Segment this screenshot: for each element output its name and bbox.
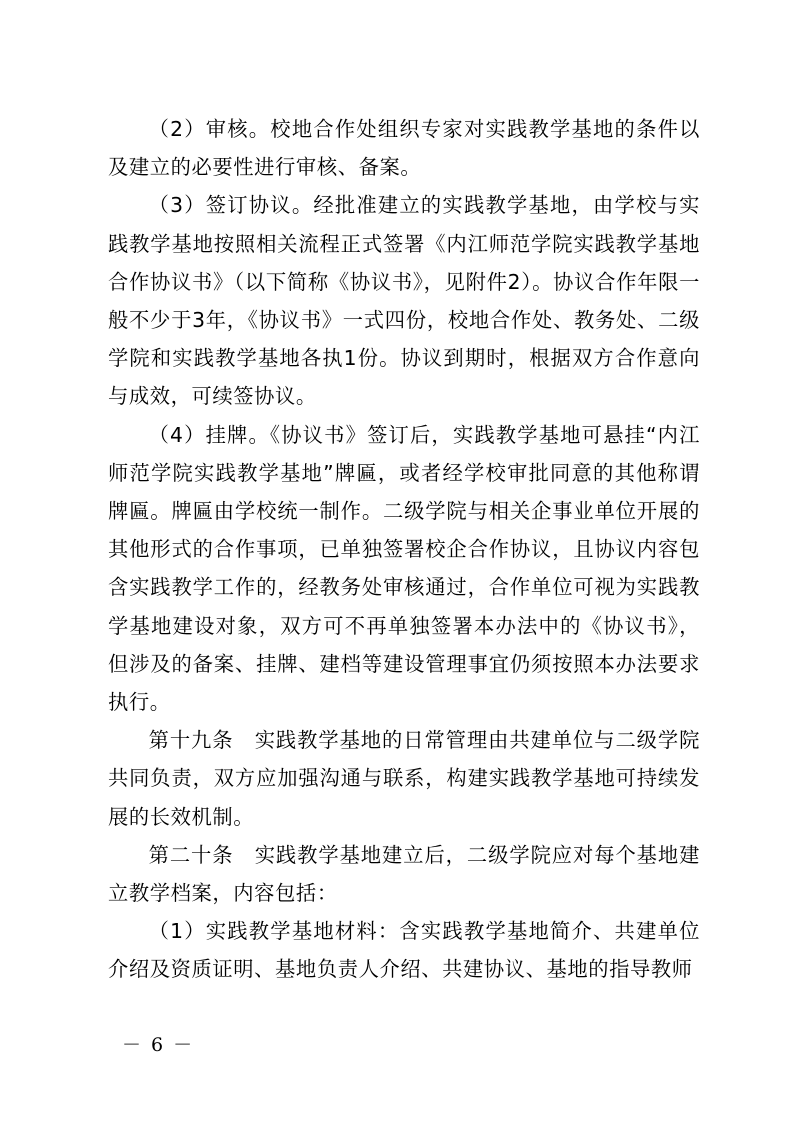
paragraph-sign-agreement: （3）签订协议。经批准建立的实践教学基地，由学校与实践教学基地按照相关流程正式签署《内江师范学院实践教学基地合作协议书》（以下简称《协议书》，见附件2）。协议合作年限一般不少于3年，《协议书》一式四份，校地合作处、教务处、二级学院和实践教学基地各执1份。协议到期时，根据双方合作意向与成效，可续签协议。 xyxy=(108,193,700,409)
paragraph-review: （2）审核。校地合作处组织专家对实践教学基地的条件以及建立的必要性进行审核、备案。 xyxy=(108,117,700,180)
paragraph-plaque: （4）挂牌。《协议书》签订后，实践教学基地可悬挂“内江师范学院实践教学基地”牌匾，或者经学校审批同意的其他称谓牌匾。牌匾由学校统一制作。二级学院与相关企事业单位开展的其他形式的合作事项，已单独签署校企合作协议，且协议内容包含实践教学工作的，经教务处审核通过，合作单位可视为实践教学基地建设对象，双方可不再单独签署本办法中的《协议书》，但涉及的备案、挂牌、建档等建设管理事宜仍须按照本办法要求执行。 xyxy=(108,422,700,715)
paragraph-article-19: 第十九条 实践教学基地的日常管理由共建单位与二级学院共同负责，双方应加强沟通与联系，构建实践教学基地可持续发展的长效机制。 xyxy=(108,728,700,829)
document-body xyxy=(108,110,700,989)
page-number: － 6 － xyxy=(122,1034,195,1056)
paragraph-base-materials: （1）实践教学基地材料：含实践教学基地简介、共建单位介绍及资质证明、基地负责人介绍、共建协议、基地的指导教师 xyxy=(108,919,700,982)
paragraph-article-20: 第二十条 实践教学基地建立后，二级学院应对每个基地建立教学档案，内容包括： xyxy=(108,842,700,906)
